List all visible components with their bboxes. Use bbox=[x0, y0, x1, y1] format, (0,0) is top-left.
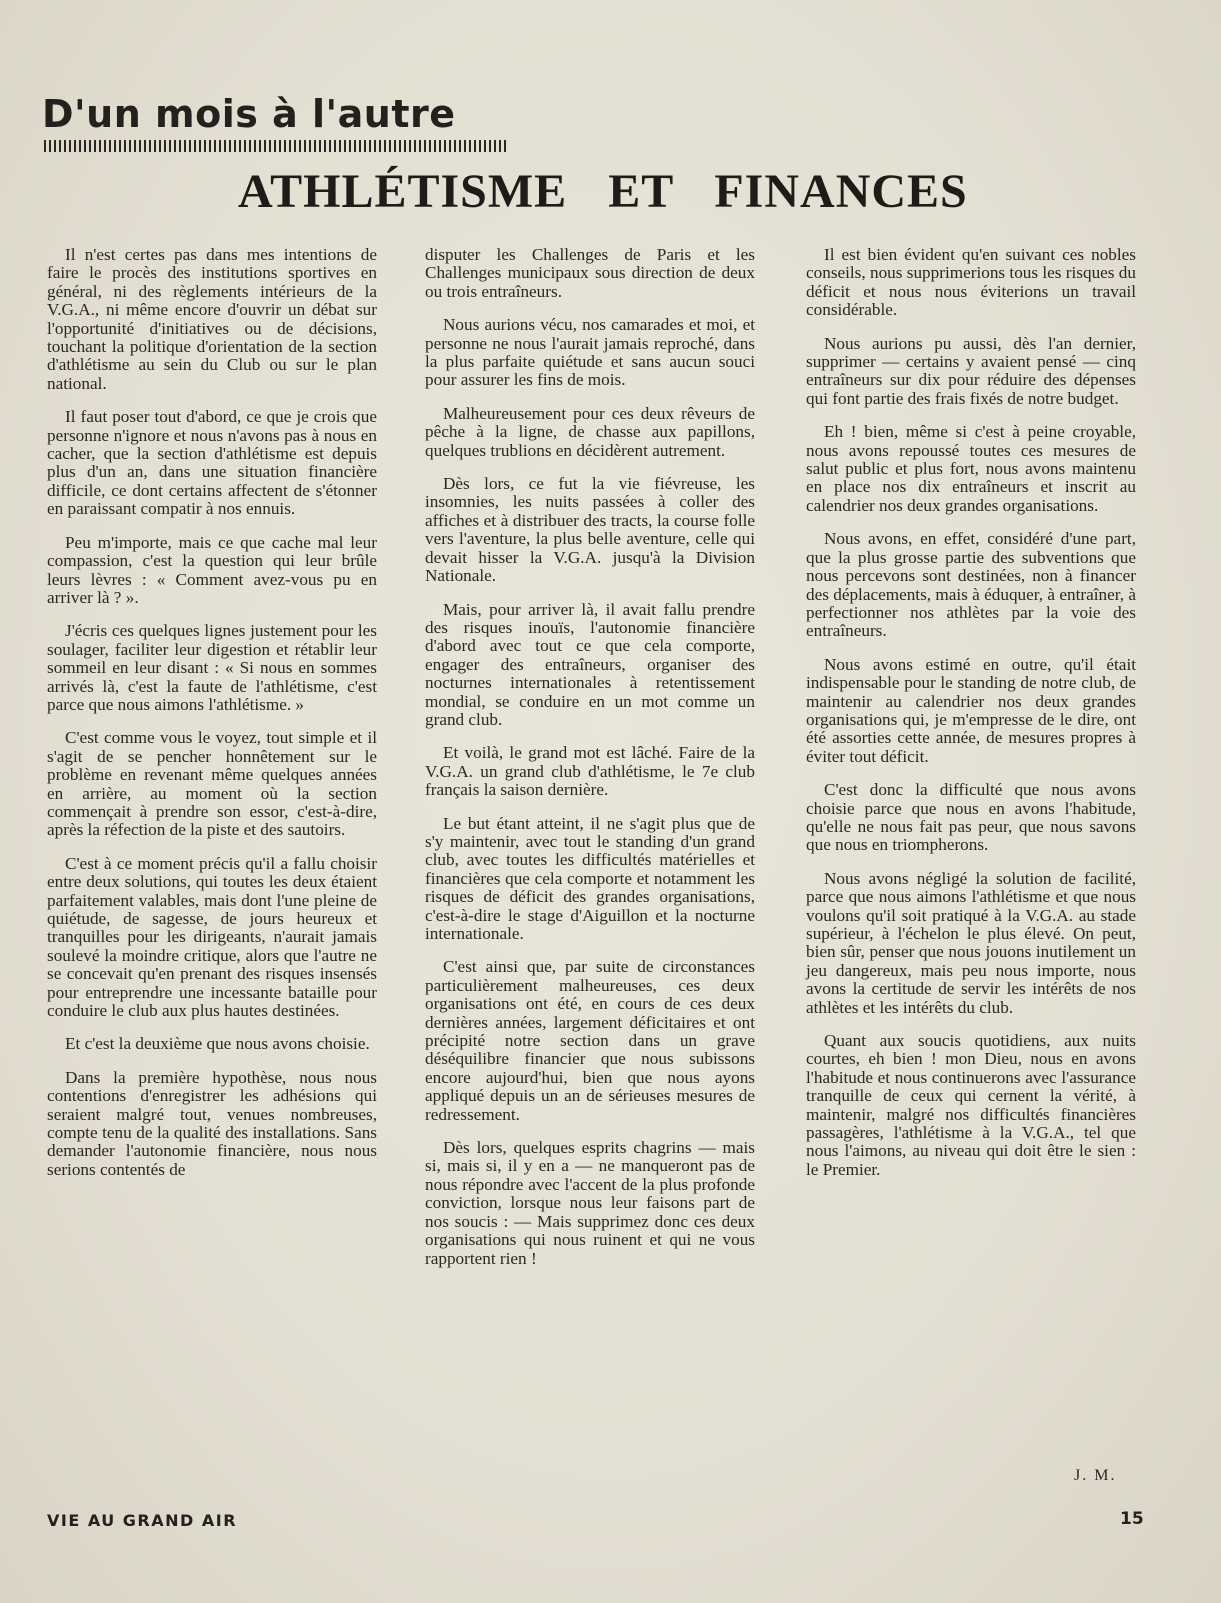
paragraph: Nous avons estimé en outre, qu'il était indispensable pour le standing de notre club, de maintenir au calendrier nos deux grandes organisations qui, je m'empresse de le dire, ont été assorties cette année, de mesures propres à éviter tout déficit. bbox=[806, 654, 1136, 766]
paragraph: C'est ainsi que, par suite de circonstances particulièrement malheureuses, ces deux organisations ont été, en cours de ces deux dernières années, largement déficitaires et ont précipité notre section dans un grave déséquilibre financier que nous subissons encore aujourd'hui, bien que nous ayons appliqué depuis un an de sérieuses mesures de redressement. bbox=[425, 957, 755, 1124]
page-number: 15 bbox=[1120, 1509, 1144, 1529]
paragraph: C'est donc la difficulté que nous avons choisie parce que nous en avons l'habitude, qu'elle ne nous fait pas peur, que nous savons que nous en triompherons. bbox=[806, 780, 1136, 855]
paragraph: Dans la première hypothèse, nous nous contentions d'enregistrer les adhésions qui seraient malgré tout, venues nombreuses, compte tenu de la qualité des installations. Sans demander l'autonomie financière, nous nous serions contentés de bbox=[47, 1067, 377, 1179]
paragraph: Le but étant atteint, il ne s'agit plus que de s'y maintenir, avec tout le standing d'un grand club, avec toutes les difficultés matérielles et financières que cela comporte et notamment les risques de déficit des grandes organisations, c'est-à-dire le stage d'Aiguillon et la nocturne internationale. bbox=[425, 813, 755, 943]
paragraph: Quant aux soucis quotidiens, aux nuits courtes, eh bien ! mon Dieu, nous en avons l'habitude et nous continuerons avec l'assurance tranquille de ceux qui cernent la vérité, à maintenir, malgré nos difficultés financières passagères, l'athlétisme à la V.G.A., tel que nous l'aimons, au niveau qui doit être le sien : le Premier. bbox=[806, 1031, 1136, 1179]
paragraph: Nous avons négligé la solution de facilité, parce que nous aimons l'athlétisme et que nous voulons qu'il soit pratiqué à la V.G.A. au stade supérieur, à l'échelon le plus élevé. On peut, bien sûr, penser que nous jouons inutilement un jeu dangereux, mais peu nous importe, nous avons la certitude de servir les intérêts de nos athlètes et les intérêts du club. bbox=[806, 868, 1136, 1017]
article-column-3 bbox=[806, 246, 1136, 1194]
paragraph: Dès lors, ce fut la vie fiévreuse, les insomnies, les nuits passées à coller des affiches et à distribuer des tracts, la course folle vers l'aventure, la plus belle aventure, celle qui devait hisser la V.G.A. jusqu'à la Division Nationale. bbox=[425, 474, 755, 586]
author-signature: J. M. bbox=[1074, 1467, 1117, 1484]
paragraph: Nous avons, en effet, considéré d'une part, que la plus grosse partie des subventions que nous percevons sont destinées, non à financer des déplacements, mais à éduquer, à entraîner, à perfectionner nos athlètes par la voie des entraîneurs. bbox=[806, 529, 1136, 641]
paragraph: Nous aurions pu aussi, dès l'an dernier, supprimer — certains y avaient pensé — cinq entraîneurs sur dix pour réduire des dépenses qui font partie des frais fixés de notre budget. bbox=[806, 333, 1136, 408]
paragraph: Mais, pour arriver là, il avait fallu prendre des risques inouïs, l'autonomie financière d'abord avec tout ce que cela comporte, engager des entraîneurs, organiser des nocturnes internationales à retentissement mondial, se conduire en un mot comme un grand club. bbox=[425, 599, 755, 729]
paragraph: Peu m'importe, mais ce que cache mal leur compassion, c'est la question qui leur brûle leurs lèvres : « Comment avez-vous pu en arriver là ? ». bbox=[47, 532, 377, 607]
paragraph: J'écris ces quelques lignes justement pour les soulager, faciliter leur digestion et rétablir leur sommeil en leur disant : « Si nous en sommes arrivés là, c'est la faute de l'athlétisme, c'est parce que nous aimons l'athlétisme. » bbox=[47, 621, 377, 714]
article-column-1 bbox=[47, 246, 377, 1194]
paragraph: C'est à ce moment précis qu'il a fallu choisir entre deux solutions, qui toutes les deux étaient parfaitement valables, mais dont l'une pleine de quiétude, de sagesse, de jours heureux et tranquilles pour les dirigeants, n'aurait jamais soulevé la moindre critique, alors que l'autre ne se concevait qu'en prenant des risques insensés pour entreprendre une incessante bataille pour conduire le club aux plus hautes destinées. bbox=[47, 853, 377, 1021]
article-column-2 bbox=[425, 246, 755, 1283]
paragraph: C'est comme vous le voyez, tout simple et il s'agit de se pencher honnêtement sur le problème en revenant même quelques années en arrière, au moment où la section commençait à prendre son essor, c'est-à-dire, après la réfection de la piste et des sautoirs. bbox=[47, 728, 377, 840]
rubric-heading: D'un mois à l'autre bbox=[42, 92, 456, 136]
paragraph: disputer les Challenges de Paris et les Challenges municipaux sous direction de deux ou trois entraîneurs. bbox=[425, 245, 755, 301]
paragraph: Il n'est certes pas dans mes intentions de faire le procès des institutions sportives en général, ni des règlements intérieurs de la V.G.A., ni même encore d'ouvrir un débat sur l'opportunité d'initiatives ou de décisions, touchant la politique d'orientation de la section d'athlétisme au sein du Club ou sur le plan national. bbox=[47, 245, 377, 393]
paragraph: Dès lors, quelques esprits chagrins — mais si, mais si, il y en a — ne manqueront pas de nous répondre avec l'accent de la plus profonde conviction, lorsque nous leur faisons part de nos soucis : — Mais supprimez donc ces deux organisations qui nous ruinent et qui ne vous rapportent rien ! bbox=[425, 1138, 755, 1268]
paragraph: Et c'est la deuxième que nous avons choisie. bbox=[65, 1034, 370, 1054]
paragraph: Nous aurions vécu, nos camarades et moi, et personne ne nous l'aurait jamais reproché, dans la plus parfaite quiétude et sans aucun souci pour assurer les fins de mois. bbox=[425, 315, 755, 390]
paragraph: Eh ! bien, même si c'est à peine croyable, nous avons repoussé toutes ces mesures de salut public et plus fort, nous avons maintenu en place nos dix entraîneurs et inscrit au calendrier nos deux grandes organisations. bbox=[806, 422, 1136, 515]
paragraph: Il faut poser tout d'abord, ce que je crois que personne n'ignore et nous n'avons pas à nous en cacher, que la section d'athlétisme est depuis plus d'un an, dans une situation financière difficile, ce dont certains affectent de s'étonner en paraissant compatir à nos ennuis. bbox=[47, 407, 377, 519]
paragraph: Malheureusement pour ces deux rêveurs de pêche à la ligne, de chasse aux papillons, quelques trublions en décidèrent autrement. bbox=[425, 403, 755, 460]
article-headline: ATHLÉTISME ET FINANCES bbox=[238, 165, 968, 218]
magazine-footer-title: VIE AU GRAND AIR bbox=[47, 1511, 238, 1530]
rubric-decorative-rule bbox=[44, 140, 506, 152]
paragraph: Et voilà, le grand mot est lâché. Faire de la V.G.A. un grand club d'athlétisme, le 7e club français la saison dernière. bbox=[425, 743, 755, 800]
paragraph: Il est bien évident qu'en suivant ces nobles conseils, nous supprimerions tous les risques du déficit et nous nous éviterions un travail considérable. bbox=[806, 245, 1136, 320]
